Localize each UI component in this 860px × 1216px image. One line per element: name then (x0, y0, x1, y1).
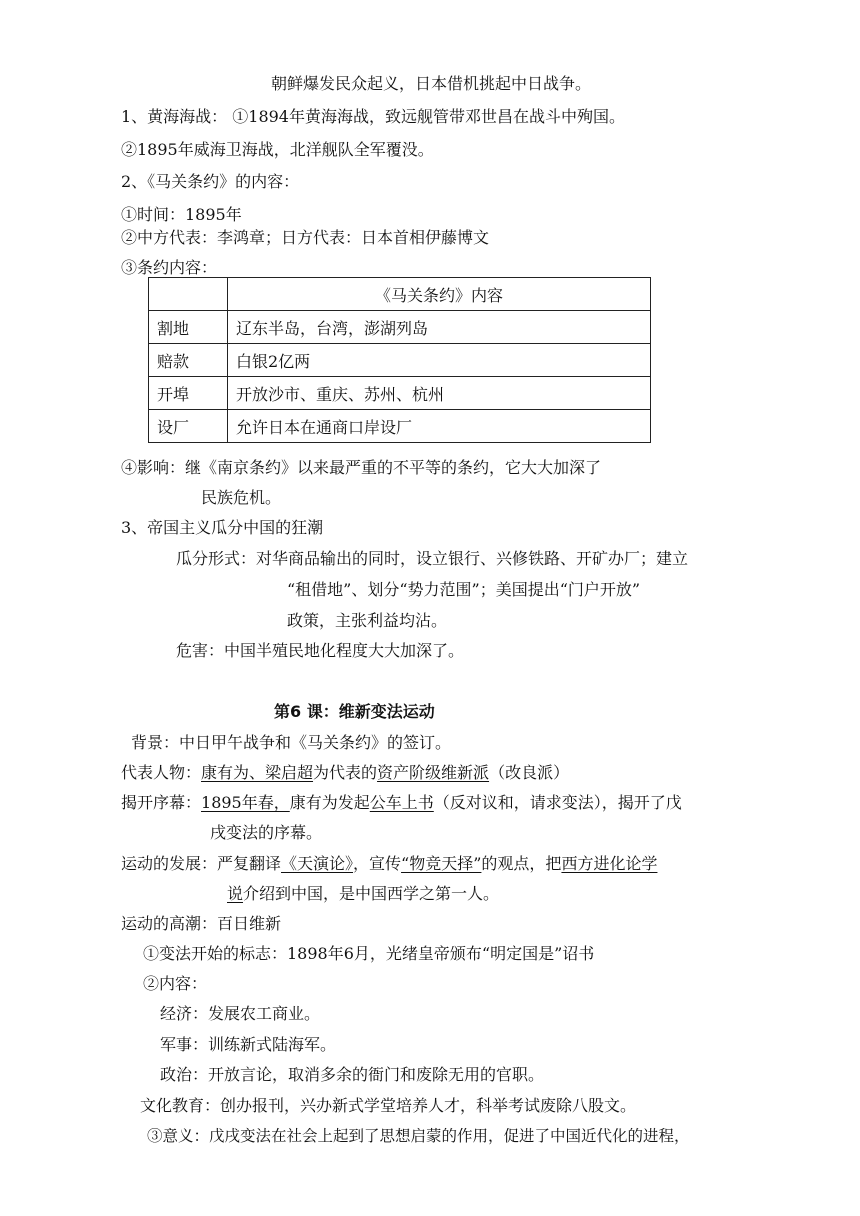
table-cell: 允许日本在通商口岸设厂 (228, 410, 651, 443)
text-line: 朝鲜爆发民众起义，日本借机挑起中日战争。 (271, 74, 592, 93)
text-line: 说介绍到中国，是中国西学之第一人。 (227, 884, 500, 903)
table-cell: 辽东半岛，台湾，澎湖列岛 (228, 311, 651, 344)
table-cell: 割地 (149, 311, 228, 344)
text-line: ③意义：戊戌变法在社会上起到了思想启蒙的作用，促进了中国近代化的进程， (147, 1127, 690, 1145)
text-line: 揭开序幕：1895年春，康有为发起公车上书（反对议和，请求变法），揭开了戊 (121, 793, 682, 812)
text-line: 1、黄海海战： ①1894年黄海海战，致远舰管带邓世昌在战斗中殉国。 (121, 107, 625, 126)
text-line: ②1895年威海卫海战，北洋舰队全军覆没。 (121, 140, 434, 159)
table-cell (149, 278, 228, 311)
table-cell: 开埠 (149, 377, 228, 410)
text-line: 文化教育：创办报刊，兴办新式学堂培养人才，科举考试废除八股文。 (140, 1096, 637, 1115)
lesson-title: 第6 课：维新变法运动 (274, 702, 435, 721)
table-cell: 设厂 (149, 410, 228, 443)
table-row (149, 410, 651, 443)
table-row (149, 377, 651, 410)
text-line: 政治：开放言论，取消多余的衙门和废除无用的官职。 (160, 1065, 545, 1084)
text-line: ②中方代表：李鸿章；日方代表：日本首相伊藤博文 (121, 228, 490, 247)
text-line: 危害：中国半殖民地化程度大大加深了。 (176, 641, 465, 660)
table-header: 《马关条约》内容 (228, 278, 651, 311)
treaty-table (148, 277, 651, 443)
text-line: 运动的发展：严复翻译《天演论》，宣传“物竞天择”的观点，把西方进化论学 (121, 854, 658, 873)
text-line: 军事：训练新式陆海军。 (160, 1035, 337, 1054)
text-line: 运动的高潮：百日维新 (121, 914, 282, 933)
text-line: 经济：发展农工商业。 (160, 1004, 321, 1023)
table-row (149, 278, 651, 311)
text-line: 3、帝国主义瓜分中国的狂潮 (121, 518, 324, 537)
table-row (149, 311, 651, 344)
text-line: 戌变法的序幕。 (210, 823, 323, 842)
table-cell: 白银2亿两 (228, 344, 651, 377)
text-line: ①变法开始的标志：1898年6月，光绪皇帝颁布“明定国是”诏书 (143, 944, 595, 963)
text-line: 瓜分形式：对华商品输出的同时，设立银行、兴修铁路、开矿办厂；建立 (176, 549, 689, 568)
text-line: “租借地”、划分“势力范围”；美国提出“门户开放” (287, 580, 641, 599)
text-line: ②内容： (143, 974, 208, 993)
text-line: 背景：中日甲午战争和《马关条约》的签订。 (131, 733, 452, 752)
table-cell: 开放沙市、重庆、苏州、杭州 (228, 377, 651, 410)
text-line: ③条约内容： (121, 258, 218, 277)
text-line: ④影响：继《南京条约》以来最严重的不平等的条约，它大大加深了 (121, 458, 602, 477)
text-line: ①时间：1895年 (121, 205, 242, 224)
table-cell: 赔款 (149, 344, 228, 377)
text-line: 代表人物：康有为、梁启超为代表的资产阶级维新派（改良派） (121, 763, 570, 782)
text-line: 民族危机。 (201, 488, 282, 507)
table-row (149, 344, 651, 377)
text-line: 政策，主张利益均沾。 (287, 611, 448, 630)
text-line: 2、《马关条约》的内容： (121, 172, 300, 191)
